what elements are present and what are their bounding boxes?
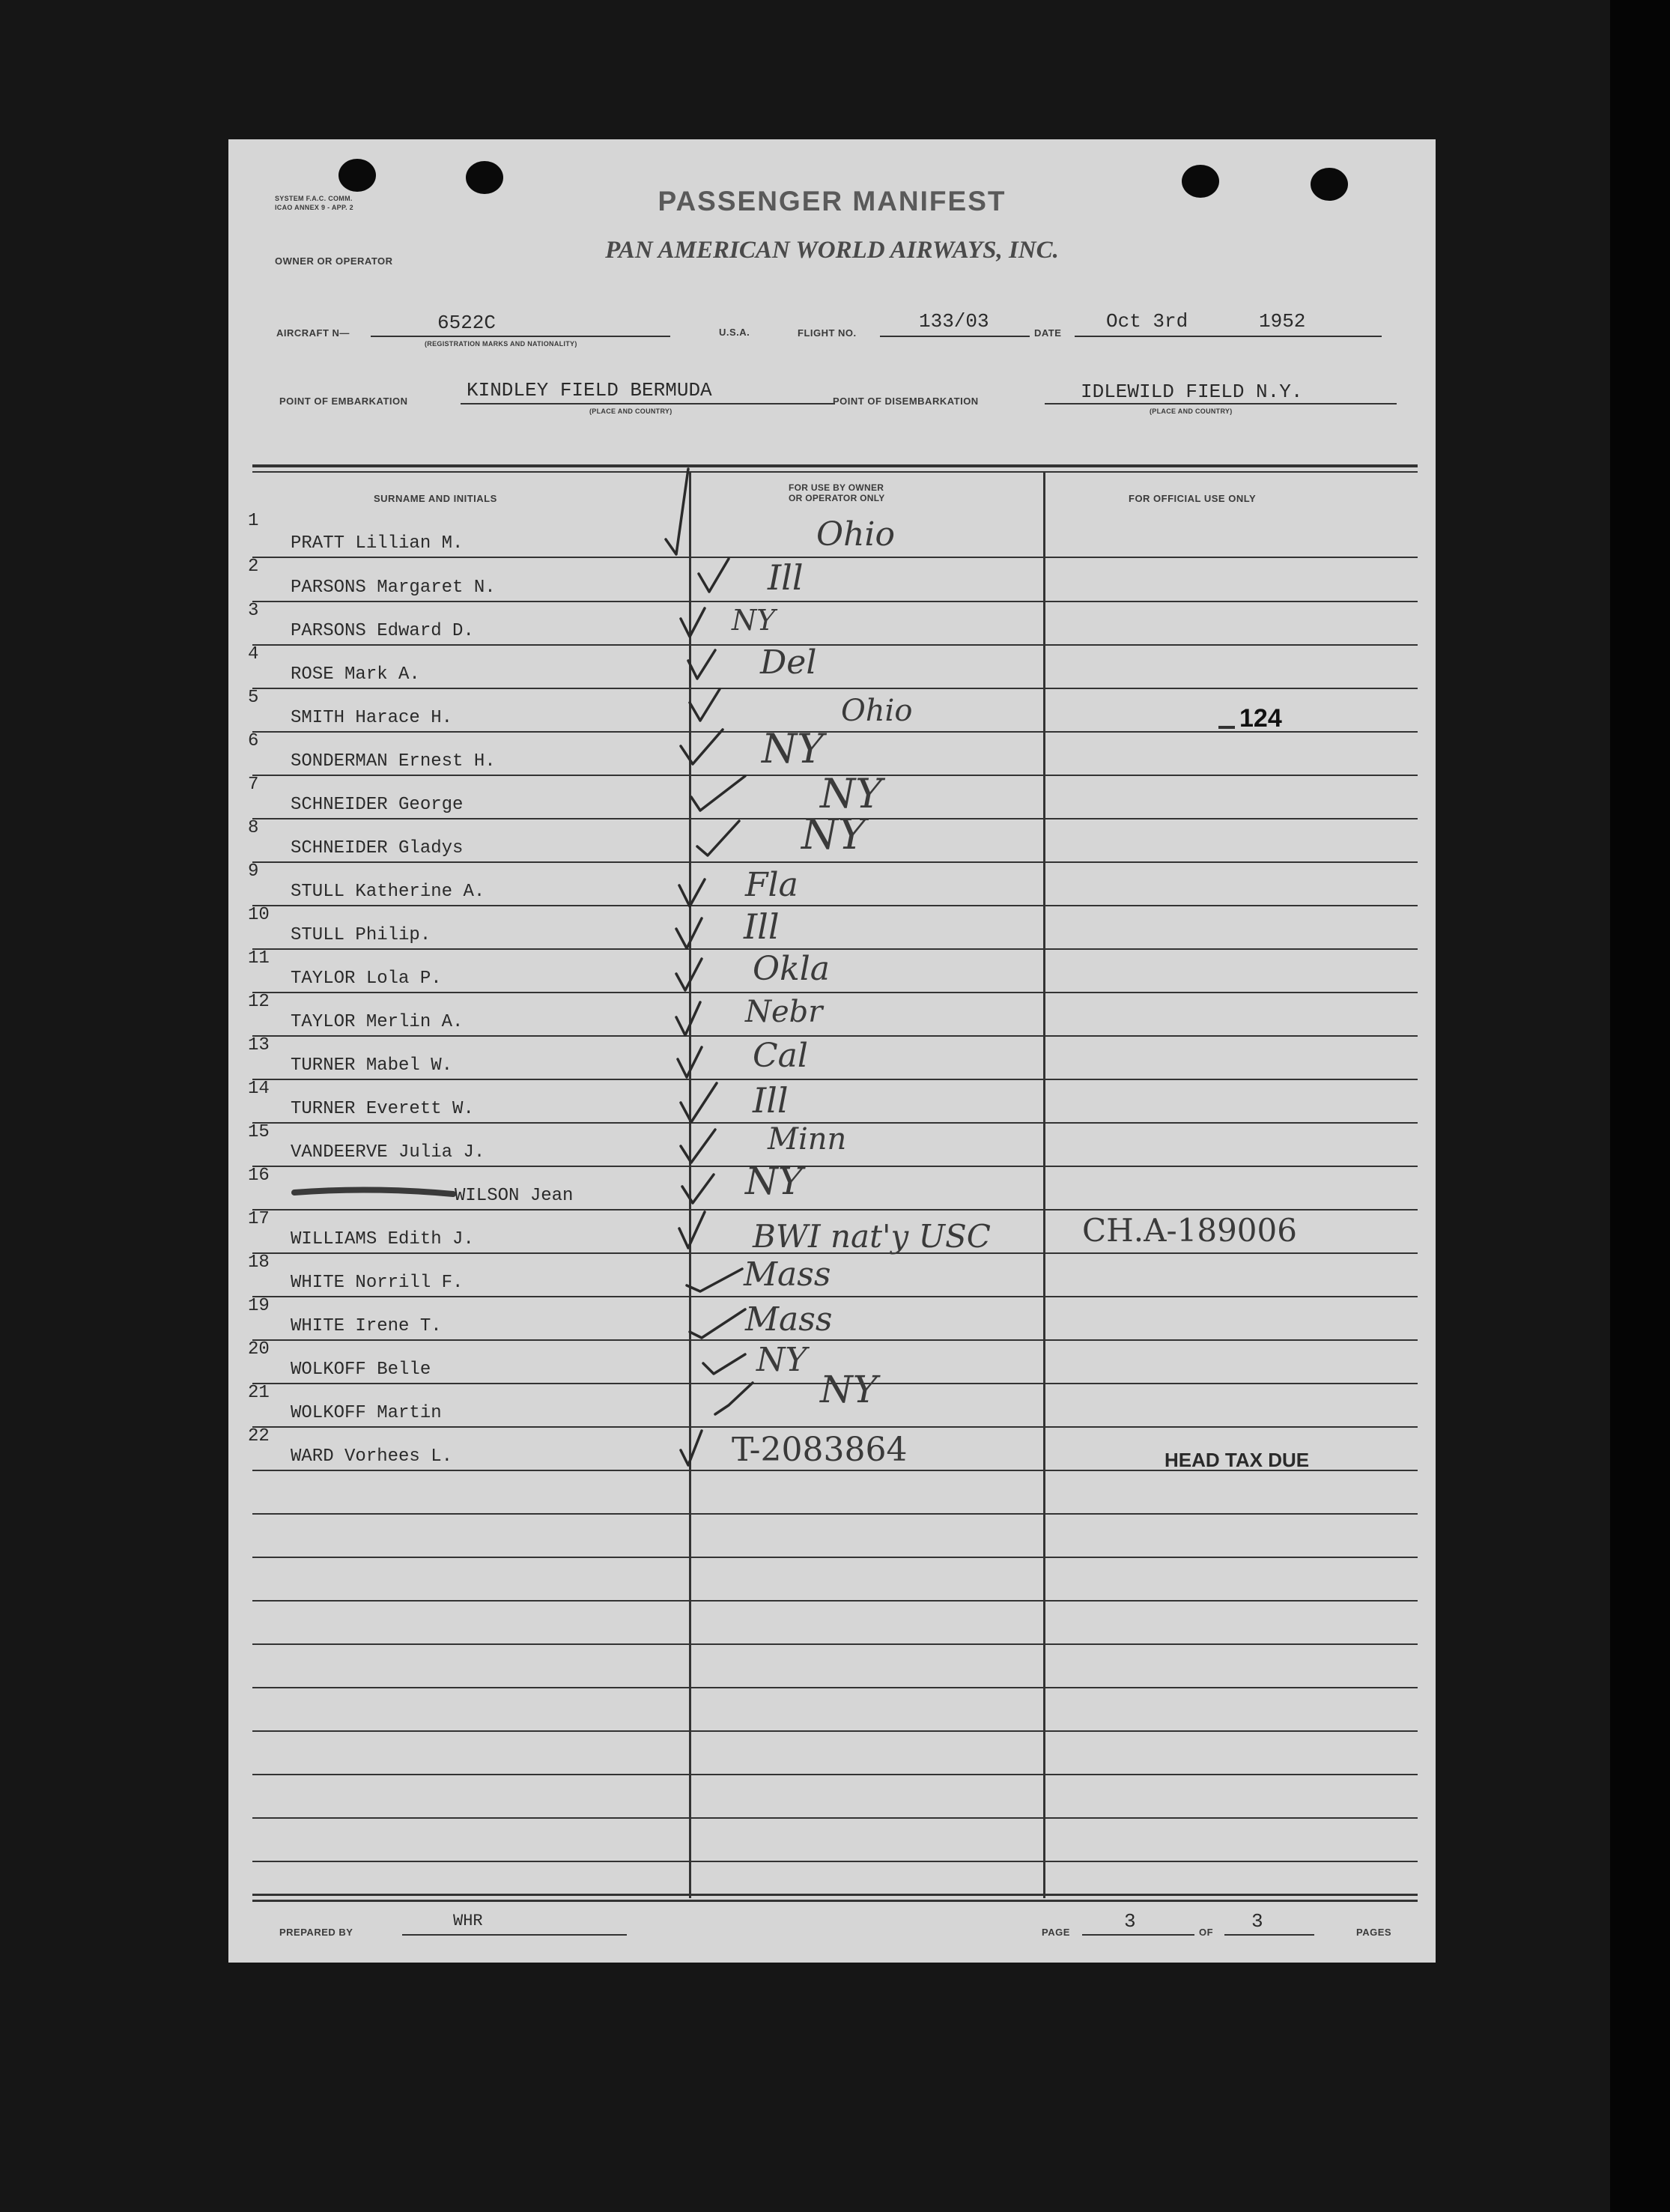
- passenger-name: TAYLOR Lola P.: [291, 969, 442, 989]
- footer-rule-1: [252, 1894, 1418, 1896]
- handwritten-note: NY: [756, 1341, 807, 1379]
- passenger-name: WILSON Jean: [455, 1186, 574, 1206]
- check-mark-icon: [691, 776, 745, 810]
- row-number: 22: [248, 1426, 270, 1446]
- check-mark-icon: [681, 1130, 715, 1163]
- official-handwritten-note: CH.A-189006: [1082, 1212, 1297, 1249]
- embarkation-sub: (PLACE AND COUNTRY): [589, 407, 672, 415]
- column-header-owner-2: OR OPERATOR ONLY: [789, 493, 885, 503]
- aircraft-label: AIRCRAFT N—: [276, 327, 350, 339]
- handwritten-note: NY: [762, 725, 824, 772]
- row-number: 14: [248, 1079, 270, 1099]
- passenger-name: STULL Philip.: [291, 925, 431, 945]
- handwritten-note: Ohio: [816, 515, 895, 554]
- passenger-name: SCHNEIDER Gladys: [291, 838, 464, 858]
- check-mark-icon: [687, 1269, 742, 1291]
- row-number: 5: [248, 688, 259, 708]
- row-number: 6: [248, 731, 259, 751]
- handwritten-note: Del: [760, 643, 817, 682]
- handwritten-note: Ohio: [841, 694, 913, 728]
- prepared-by-underline: [402, 1934, 627, 1936]
- of-label: OF: [1199, 1927, 1214, 1938]
- check-mark-icon: [676, 1002, 700, 1035]
- disembarkation-sub: (PLACE AND COUNTRY): [1150, 407, 1233, 415]
- passenger-name: TURNER Everett W.: [291, 1099, 474, 1119]
- check-mark-icon: [682, 1175, 714, 1203]
- row-number: 10: [248, 905, 270, 925]
- form-reference-line1: SYSTEM F.A.C. COMM.: [275, 195, 353, 202]
- check-mark-icon: [703, 1354, 745, 1374]
- check-mark-icon: [697, 821, 739, 855]
- handwritten-note: NY: [820, 770, 882, 817]
- check-mark-icon: [681, 608, 705, 637]
- handwritten-check-marks: [228, 139, 1436, 1963]
- passenger-name: WHITE Irene T.: [291, 1316, 442, 1336]
- passenger-name: WOLKOFF Martin: [291, 1403, 442, 1423]
- head-tax-stamp: HEAD TAX DUE: [1165, 1449, 1310, 1471]
- check-mark-icon: [666, 469, 688, 554]
- passenger-name: ROSE Mark A.: [291, 664, 420, 685]
- handwritten-note: BWI nat'y USC: [753, 1218, 991, 1255]
- strike-out-mark: [294, 1190, 453, 1194]
- check-mark-icon: [681, 730, 723, 764]
- handwritten-note: NY: [732, 604, 776, 637]
- row-number: 4: [248, 644, 259, 664]
- row-number: 19: [248, 1296, 270, 1316]
- footer-rule-2: [252, 1900, 1418, 1902]
- handwritten-note: NY: [745, 1160, 803, 1203]
- of-value: 3: [1251, 1910, 1263, 1933]
- passenger-name: TURNER Mabel W.: [291, 1055, 453, 1076]
- form-reference-line2: ICAO ANNEX 9 - APP. 2: [275, 204, 353, 211]
- year-value: 1952: [1259, 310, 1306, 333]
- page-value: 3: [1124, 1910, 1136, 1933]
- embarkation-value: KINDLEY FIELD BERMUDA: [467, 379, 712, 402]
- handwritten-note: Ill: [744, 906, 780, 947]
- aircraft-sub: (REGISTRATION MARKS AND NATIONALITY): [425, 340, 577, 348]
- column-header-surname: SURNAME AND INITIALS: [374, 493, 497, 504]
- page-underline: [1082, 1934, 1194, 1936]
- passenger-name: SMITH Harace H.: [291, 708, 453, 728]
- check-mark-icon: [679, 879, 705, 906]
- check-mark-icon: [681, 1431, 702, 1465]
- row-number: 7: [248, 775, 259, 795]
- row-number: 17: [248, 1209, 270, 1229]
- check-mark-icon: [679, 1212, 705, 1248]
- row-number: 21: [248, 1383, 270, 1403]
- passenger-name: PRATT Lillian M.: [291, 533, 464, 554]
- column-header-owner-1: FOR USE BY OWNER: [789, 482, 884, 493]
- check-mark-icon: [690, 689, 720, 721]
- scan-edge-band: [1610, 0, 1670, 2212]
- passenger-name: WOLKOFF Belle: [291, 1360, 431, 1380]
- pages-label: PAGES: [1356, 1927, 1392, 1938]
- row-number: 12: [248, 992, 270, 1012]
- check-mark-icon: [681, 1083, 717, 1122]
- handwritten-note: Mass: [745, 1300, 833, 1339]
- handwritten-note: T-2083864: [732, 1431, 908, 1469]
- row-number: 20: [248, 1339, 270, 1360]
- date-value: Oct 3rd: [1106, 310, 1188, 333]
- row-number: 18: [248, 1252, 270, 1273]
- handwritten-note: Okla: [753, 950, 831, 988]
- check-mark-icon: [676, 959, 702, 990]
- check-mark-icon: [688, 650, 715, 679]
- handwritten-note: NY: [820, 1368, 878, 1411]
- passenger-name: WHITE Norrill F.: [291, 1273, 464, 1293]
- row-number: 1: [248, 511, 259, 531]
- handwritten-note: NY: [801, 810, 866, 859]
- passenger-name: SCHNEIDER George: [291, 795, 464, 815]
- handwritten-note: Minn: [768, 1122, 847, 1157]
- check-mark-icon: [690, 1309, 745, 1338]
- manifest-sheet: [228, 139, 1436, 1963]
- handwritten-note: Fla: [745, 866, 798, 904]
- row-number: 15: [248, 1122, 270, 1142]
- flight-value: 133/03: [919, 310, 989, 333]
- handwritten-note: Ill: [753, 1080, 789, 1121]
- check-mark-icon: [699, 559, 729, 592]
- owner-label: OWNER OR OPERATOR: [275, 255, 393, 267]
- handwritten-note: Cal: [753, 1037, 808, 1075]
- row-number: 9: [248, 861, 259, 882]
- airline-name: PAN AMERICAN WORLD AIRWAYS, INC.: [605, 237, 1059, 264]
- row-number: 16: [248, 1166, 270, 1186]
- aircraft-value: 6522C: [437, 312, 497, 334]
- handwritten-note: Mass: [744, 1255, 831, 1294]
- embarkation-label: POINT OF EMBARKATION: [279, 396, 408, 407]
- page-label: PAGE: [1042, 1927, 1070, 1938]
- of-underline: [1224, 1934, 1314, 1936]
- column-header-official: FOR OFFICIAL USE ONLY: [1129, 493, 1257, 504]
- page-title: PASSENGER MANIFEST: [658, 186, 1006, 216]
- handwritten-note: Nebr: [745, 995, 823, 1029]
- prepared-by-label: PREPARED BY: [279, 1927, 353, 1938]
- passenger-name: TAYLOR Merlin A.: [291, 1012, 464, 1032]
- official-stamp-number: 124: [1239, 704, 1282, 733]
- disembarkation-value: IDLEWILD FIELD N.Y.: [1081, 381, 1303, 403]
- row-number: 3: [248, 601, 259, 621]
- passenger-name: PARSONS Edward D.: [291, 621, 474, 641]
- row-number: 8: [248, 818, 259, 838]
- row-number: 13: [248, 1035, 270, 1055]
- usa-label: U.S.A.: [719, 327, 750, 338]
- prepared-by-value: WHR: [453, 1912, 483, 1930]
- date-label: DATE: [1034, 327, 1062, 339]
- check-mark-icon: [676, 918, 702, 948]
- handwritten-note: Ill: [768, 557, 804, 598]
- passenger-name: VANDEERVE Julia J.: [291, 1142, 485, 1163]
- passenger-name: WILLIAMS Edith J.: [291, 1229, 474, 1249]
- passenger-name: PARSONS Margaret N.: [291, 578, 496, 598]
- check-mark-icon: [715, 1383, 753, 1414]
- check-mark-icon: [678, 1047, 702, 1077]
- row-number: 2: [248, 557, 259, 577]
- disembarkation-label: POINT OF DISEMBARKATION: [833, 396, 979, 407]
- passenger-name: SONDERMAN Ernest H.: [291, 751, 496, 772]
- row-number: 11: [248, 948, 270, 969]
- passenger-name: STULL Katherine A.: [291, 882, 485, 902]
- passenger-name: WARD Vorhees L.: [291, 1446, 453, 1467]
- flight-label: FLIGHT NO.: [798, 327, 857, 339]
